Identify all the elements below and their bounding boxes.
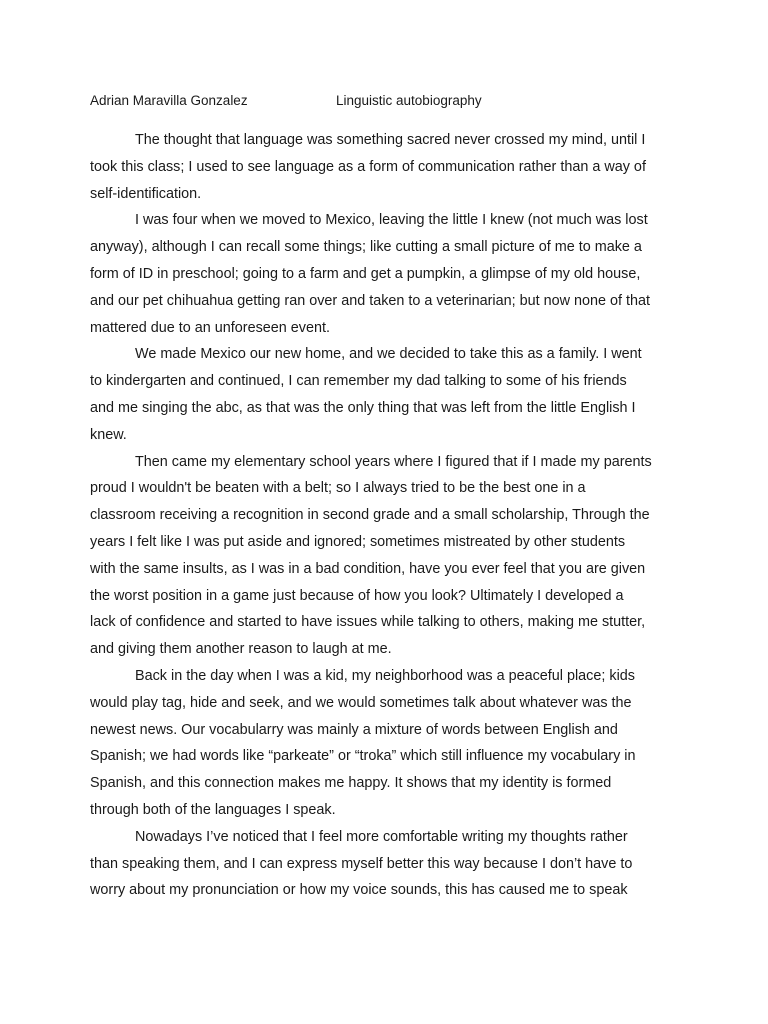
text-line: Spanish; we had words like “parkeate” or “troka” which still influence my vocabulary in	[90, 748, 636, 765]
text-line: classroom receiving a recognition in second grade and a small scholarship, Through the	[90, 507, 650, 524]
text-line: proud I wouldn't be beaten with a belt; so I always tried to be the best one in a	[90, 480, 586, 497]
paragraph-6	[90, 824, 680, 904]
text-line: knew.	[90, 426, 127, 443]
text-line: Nowadays I’ve noticed that I feel more comfortable writing my thoughts rather	[135, 828, 628, 845]
document-header	[90, 91, 690, 111]
text-line: through both of the languages I speak.	[90, 801, 336, 818]
text-line: than speaking them, and I can express myself better this way because I don’t have to	[90, 855, 633, 872]
text-line: took this class; I used to see language as a form of communication rather than a way of	[90, 158, 646, 175]
text-line: would play tag, hide and seek, and we would sometimes talk about whatever was the	[90, 694, 632, 711]
paragraph-3	[90, 341, 680, 448]
paragraph-2	[90, 207, 680, 341]
text-line: Spanish, and this connection makes me happy. It shows that my identity is formed	[90, 775, 612, 792]
text-line: mattered due to an unforeseen event.	[90, 319, 331, 336]
text-line: to kindergarten and continued, I can remember my dad talking to some of his friends	[90, 373, 627, 390]
text-line: lack of confidence and started to have issues while talking to others, making me stutter,	[90, 614, 646, 631]
text-line: The thought that language was something sacred never crossed my mind, until I	[135, 132, 646, 148]
paragraph-1	[90, 127, 680, 207]
text-line: and giving them another reason to laugh at me.	[90, 641, 392, 658]
text-line: years I felt like I was put aside and ignored; sometimes mistreated by other students	[90, 533, 626, 550]
text-line: form of ID in preschool; going to a farm and get a pumpkin, a glimpse of my old house,	[90, 265, 641, 282]
paragraph-5	[90, 663, 680, 824]
text-line: and our pet chihuahua getting ran over and taken to a veterinarian; but now none of that	[90, 292, 651, 309]
text-line: with the same insults, as I was in a bad condition, have you ever feel that you are given	[90, 560, 646, 577]
text-line: anyway), although I can recall some things; like cutting a small picture of me to make a	[90, 239, 642, 256]
author-name: Adrian Maravilla Gonzalez	[90, 93, 248, 108]
document-body	[90, 127, 680, 904]
text-line: self-identification.	[90, 185, 202, 202]
paragraph-4	[90, 449, 680, 663]
text-line: and me singing the abc, as that was the only thing that was left from the little English I	[90, 399, 636, 416]
text-line: We made Mexico our new home, and we decided to take this as a family. I went	[135, 346, 642, 363]
text-line: I was four when we moved to Mexico, leaving the little I knew (not much was lost	[135, 212, 648, 229]
text-line: Back in the day when I was a kid, my neighborhood was a peaceful place; kids	[135, 667, 635, 684]
document-title: Linguistic autobiography	[336, 93, 482, 108]
text-line: newest news. Our vocabularry was mainly a mixture of words between English and	[90, 721, 618, 738]
text-line: Then came my elementary school years where I figured that if I made my parents	[135, 453, 652, 470]
text-line: the worst position in a game just because of how you look? Ultimately I developed a	[90, 587, 624, 604]
text-line: worry about my pronunciation or how my voice sounds, this has caused me to speak	[90, 882, 628, 899]
